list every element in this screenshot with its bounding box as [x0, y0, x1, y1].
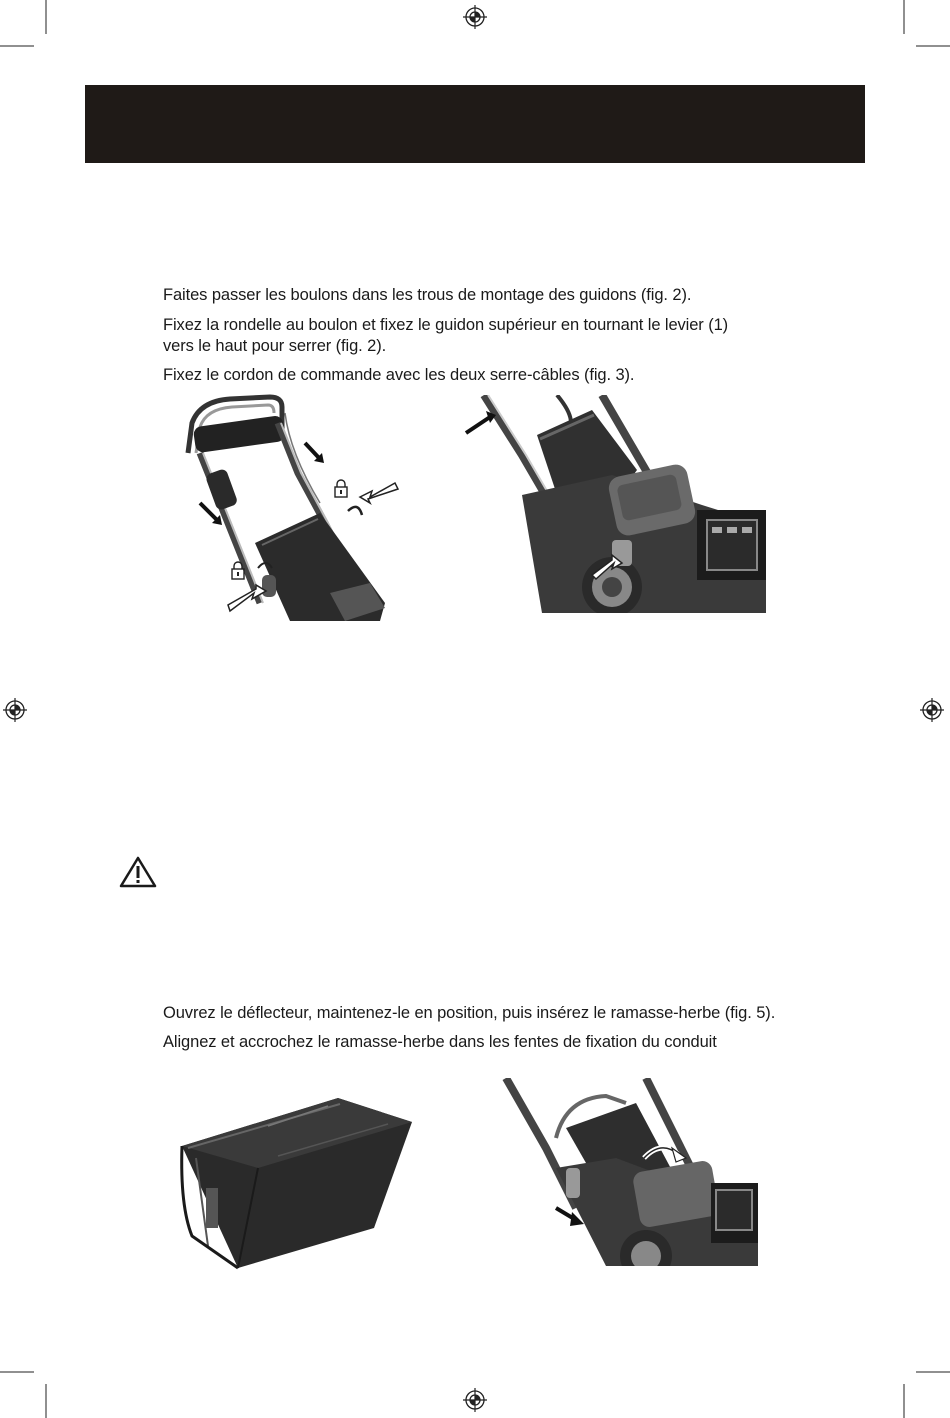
- handlebar-assembly-illustration: [170, 393, 402, 621]
- registration-mark-bottom-icon: [463, 1388, 487, 1412]
- instruction-2: Fixez la rondelle au boulon et fixez le guidon supérieur en tournant le levier (1): [163, 316, 729, 334]
- cable-clip-illustration: [462, 395, 766, 613]
- instruction-5: Alignez et accrochez le ramasse-herbe dans les fentes de fixation du conduit: [163, 1033, 717, 1051]
- registration-mark-right-icon: [920, 698, 944, 722]
- instruction-1: Faites passer les boulons dans les trous de montage des guidons (fig. 2).: [163, 286, 692, 304]
- instruction-4: Ouvrez le déflecteur, maintenez-le en position, puis insérez le ramasse-herbe (fig. 5).: [163, 1004, 776, 1022]
- grass-bag-insertion-illustration: [496, 1078, 758, 1266]
- registration-mark-top-icon: [463, 5, 487, 29]
- registration-mark-left-icon: [3, 698, 27, 722]
- grass-bag-illustration: [178, 1096, 414, 1272]
- instruction-3: Fixez le cordon de commande avec les deux serre-câbles (fig. 3).: [163, 366, 635, 384]
- instruction-2-continued: vers le haut pour serrer (fig. 2).: [163, 337, 387, 355]
- warning-icon: [119, 855, 157, 889]
- header-bar: [85, 85, 865, 163]
